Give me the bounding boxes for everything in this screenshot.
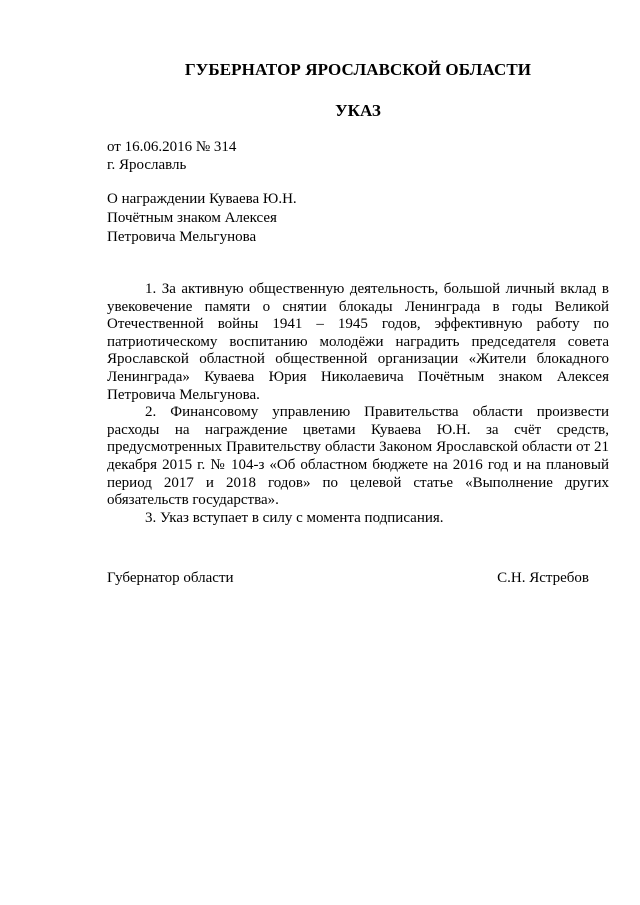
paragraph-1: 1. За активную общественную деятельность, большой личный вклад в увековечение памяти о снятии блокады Ленинграда в годы Великой Отечественной войны 1941 – 1945 годов, эффективную работу по патриотическому воспитанию молодёжи наградить председателя совета Ярославской областной общественной организации «Жители блокадного Ленинграда» Куваева Юрия Николаевича Почётным знаком Алексея Петровича Мельгунова. bbox=[107, 281, 609, 403]
paragraph-3: 3. Указ вступает в силу с момента подписания. bbox=[145, 509, 444, 526]
signatory-name: С.Н. Ястребов bbox=[497, 570, 589, 586]
signatory-position: Губернатор области bbox=[107, 570, 234, 586]
document-meta bbox=[107, 138, 236, 174]
subject-line-2: Почётным знаком Алексея bbox=[107, 210, 277, 226]
document-type: УКАЗ bbox=[335, 101, 381, 120]
document-subject bbox=[107, 190, 367, 247]
date-number: от 16.06.2016 № 314 bbox=[107, 139, 237, 155]
subject-line-1: О награждении Куваева Ю.Н. bbox=[107, 191, 297, 207]
paragraph-2: 2. Финансовому управлению Правительства области произвести расходы на награждение цветами Куваева Ю.Н. за счёт средств, предусмотренных Правительству области Законом Ярославской области от 21 декабря 2015 г. № 104-з «Об областном бюджете на 2016 год и на плановый период 2017 и 2018 годов» по целевой статье «Выполнение других обязательств государства». bbox=[107, 404, 609, 509]
signature-block bbox=[107, 570, 589, 587]
subject-line-3: Петровича Мельгунова bbox=[107, 229, 257, 245]
document-body bbox=[107, 281, 609, 527]
document-title: ГУБЕРНАТОР ЯРОСЛАВСКОЙ ОБЛАСТИ bbox=[184, 60, 532, 79]
city: г. Ярославль bbox=[107, 157, 187, 173]
